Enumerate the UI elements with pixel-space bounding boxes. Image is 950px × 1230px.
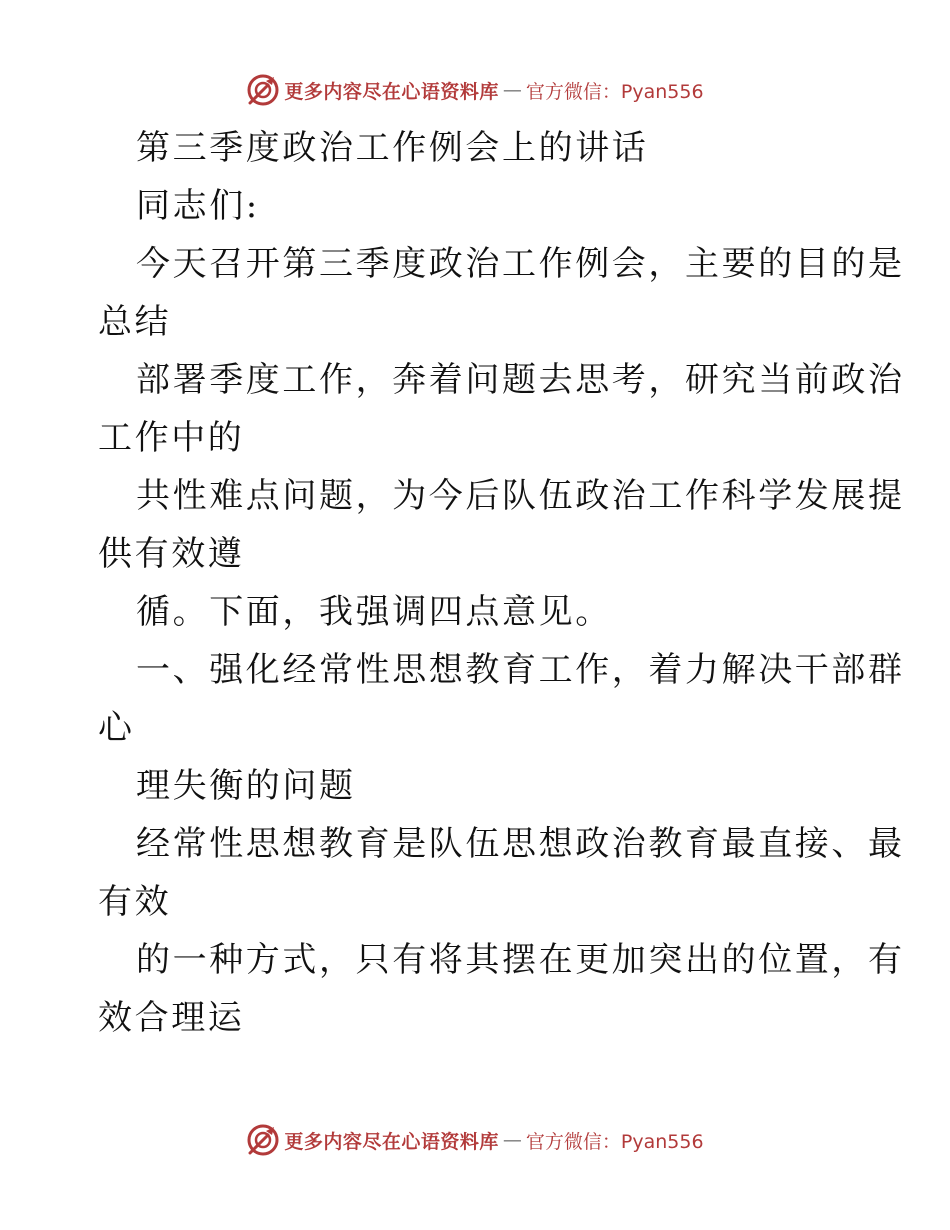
salutation: 同志们: [136,186,260,226]
document-title: 第三季度政治工作例会上的讲话 [136,128,649,168]
brand-logo-icon [246,73,280,107]
paragraph-line: 的一种方式，只有将其摆在更加突出的位置，有 [136,940,905,980]
header-banner [0,70,950,110]
paragraph-line: 总结 [98,302,172,342]
banner-site-text: 更多内容尽在心语资料库 [284,1130,499,1153]
paragraph-line: 效合理运 [98,998,245,1038]
paragraph-line: 有效 [98,882,172,922]
paragraph-line: 循。下面，我强调四点意见。 [136,592,612,632]
banner-site-text: 更多内容尽在心语资料库 [284,80,499,103]
brand-logo-icon [246,1123,280,1157]
footer-banner [0,1120,950,1160]
paragraph-line: 经常性思想教育是队伍思想政治教育最直接、最 [136,824,905,864]
paragraph-line: 共性难点问题，为今后队伍政治工作科学发展提 [136,476,905,516]
banner-separator: — [502,1129,522,1151]
banner-wechat-text: 官方微信：Pyan556 [525,80,704,103]
section-heading: 理失衡的问题 [136,766,356,806]
banner-separator: — [502,79,522,101]
section-heading: 心 [98,708,135,748]
paragraph-line: 部署季度工作，奔着问题去思考，研究当前政治 [136,360,905,400]
section-heading: 一、强化经常性思想教育工作，着力解决干部群 [136,650,905,690]
banner-wechat-text: 官方微信：Pyan556 [525,1130,704,1153]
paragraph-line: 供有效遵 [98,534,245,574]
paragraph-line: 工作中的 [98,418,245,458]
paragraph-line: 今天召开第三季度政治工作例会，主要的目的是 [136,244,905,284]
